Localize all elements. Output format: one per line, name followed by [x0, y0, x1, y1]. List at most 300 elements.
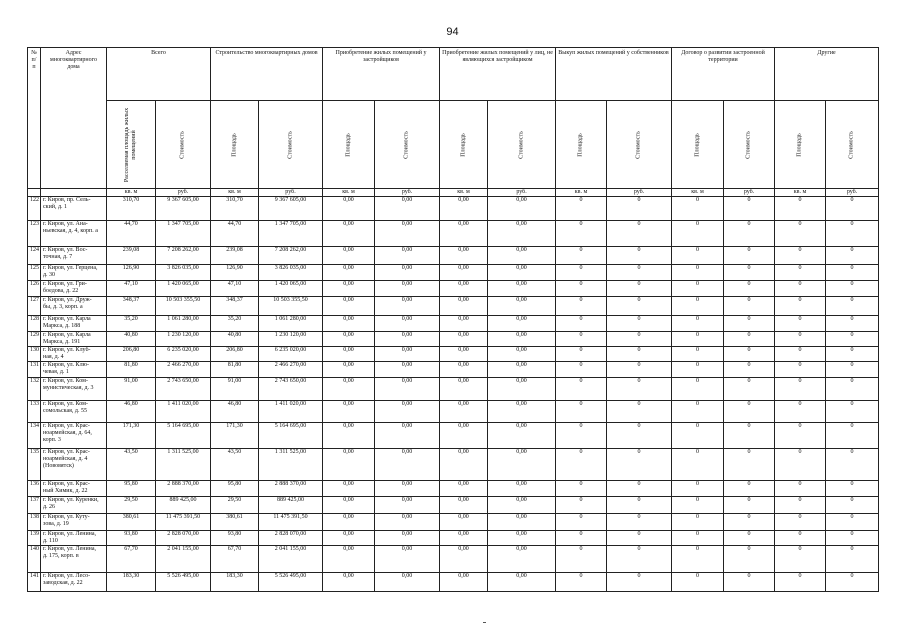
cell-cost: 0 — [607, 496, 672, 513]
cell-area: 47,10 — [211, 281, 259, 297]
subheader-cost: Стоимость — [826, 101, 879, 189]
cell-cost: 11 475 391,50 — [156, 513, 211, 530]
cell-area: 0 — [556, 422, 607, 448]
table-row — [28, 265, 879, 281]
row-number: 131 — [28, 361, 41, 377]
row-address: г. Киров, ул. Гри- боедова, д. 22 — [41, 281, 107, 297]
unit-cost: руб. — [156, 189, 211, 197]
cell-cost: 0 — [826, 480, 879, 496]
cell-area: 310,70 — [211, 197, 259, 221]
cell-area: 0,00 — [323, 496, 375, 513]
cell-cost: 0,00 — [488, 530, 556, 545]
cell-cost: 11 475 391,50 — [259, 513, 323, 530]
subheader-area: Площадь — [775, 101, 826, 189]
unit-cost: руб. — [826, 189, 879, 197]
cell-area: 0 — [556, 346, 607, 361]
cell-cost: 0,00 — [375, 377, 440, 400]
cell-area: 0,00 — [323, 281, 375, 297]
cell-cost: 0 — [607, 332, 672, 347]
cell-area: 380,61 — [211, 513, 259, 530]
cell-area: 0,00 — [440, 377, 488, 400]
cell-area: 0 — [775, 530, 826, 545]
cell-cost: 0,00 — [488, 545, 556, 572]
cell-area: 0 — [775, 572, 826, 591]
row-number: 138 — [28, 513, 41, 530]
cell-cost: 0,00 — [375, 480, 440, 496]
cell-area: 0,00 — [440, 545, 488, 572]
cell-cost: 0,00 — [488, 496, 556, 513]
cell-area: 0 — [672, 496, 724, 513]
cell-area: 0,00 — [440, 297, 488, 316]
cell-area: 126,90 — [211, 265, 259, 281]
cell-area: 0 — [556, 265, 607, 281]
cell-area: 0,00 — [323, 361, 375, 377]
cell-cost: 0 — [826, 265, 879, 281]
subheader-area: Площадь — [556, 101, 607, 189]
cell-area: 0,00 — [440, 422, 488, 448]
cell-cost: 9 367 605,00 — [156, 197, 211, 221]
cell-area: 0 — [556, 513, 607, 530]
cell-area: 0,00 — [323, 265, 375, 281]
table-row — [28, 361, 879, 377]
cell-cost: 0 — [826, 346, 879, 361]
cell-area: 0,00 — [440, 197, 488, 221]
cell-cost: 0 — [607, 530, 672, 545]
cell-area: 43,50 — [211, 448, 259, 480]
cell-cost: 0 — [607, 247, 672, 265]
cell-cost: 9 367 605,00 — [259, 197, 323, 221]
row-address: г. Киров, ул. Герцена, д. 30 — [41, 265, 107, 281]
cell-area: 0 — [672, 316, 724, 332]
cell-cost: 0,00 — [488, 281, 556, 297]
unit-area: кв. м — [556, 189, 607, 197]
cell-area: 67,70 — [211, 545, 259, 572]
cell-cost: 2 828 070,00 — [259, 530, 323, 545]
cell-area: 0,00 — [323, 297, 375, 316]
unit-empty — [41, 189, 107, 197]
cell-cost: 2 466 270,00 — [259, 361, 323, 377]
cell-cost: 1 061 280,00 — [259, 316, 323, 332]
row-address: г. Киров, ул. Ком- сомольская, д. 55 — [41, 400, 107, 422]
cell-cost: 0,00 — [375, 265, 440, 281]
cell-cost: 5 164 695,00 — [259, 422, 323, 448]
cell-cost: 1 311 525,00 — [259, 448, 323, 480]
header-group-total: Всего — [107, 48, 211, 101]
cell-area: 0,00 — [440, 247, 488, 265]
cell-cost: 0 — [724, 247, 775, 265]
cell-cost: 0 — [607, 221, 672, 247]
row-number: 132 — [28, 377, 41, 400]
cell-area: 0 — [672, 530, 724, 545]
cell-cost: 1 347 705,00 — [156, 221, 211, 247]
cell-area: 0,00 — [440, 513, 488, 530]
header-group-other: Другие — [775, 48, 879, 101]
cell-cost: 1 230 120,00 — [156, 332, 211, 347]
cell-area: 0 — [672, 247, 724, 265]
cell-area: 0 — [556, 377, 607, 400]
cell-area: 0,00 — [323, 513, 375, 530]
table-body — [28, 197, 879, 592]
table-row — [28, 377, 879, 400]
cell-area: 0,00 — [440, 496, 488, 513]
cell-cost: 0,00 — [375, 572, 440, 591]
cell-cost: 0 — [826, 361, 879, 377]
cell-cost: 0,00 — [375, 297, 440, 316]
row-number: 123 — [28, 221, 41, 247]
row-address: г. Киров, ул. Карла Маркса, д. 188 — [41, 316, 107, 332]
cell-area: 40,80 — [211, 332, 259, 347]
table-row — [28, 530, 879, 545]
cell-area: 0 — [775, 346, 826, 361]
cell-area: 0,00 — [440, 361, 488, 377]
row-number: 134 — [28, 422, 41, 448]
cell-cost: 0,00 — [375, 513, 440, 530]
cell-cost: 0 — [826, 572, 879, 591]
cell-cost: 0,00 — [375, 221, 440, 247]
cell-area: 91,00 — [211, 377, 259, 400]
page-number: 94 — [446, 26, 459, 38]
cell-area: 44,70 — [211, 221, 259, 247]
cell-cost: 1 420 065,00 — [156, 281, 211, 297]
cell-area: 0,00 — [323, 448, 375, 480]
cell-area: 0 — [556, 496, 607, 513]
row-address: г. Киров, ул. Ком- мунистическая, д. 3 — [41, 377, 107, 400]
table-row — [28, 422, 879, 448]
cell-area: 0,00 — [440, 480, 488, 496]
cell-cost: 10 503 355,50 — [156, 297, 211, 316]
cell-cost: 0 — [826, 316, 879, 332]
row-number: 127 — [28, 297, 41, 316]
cell-cost: 889 425,00 — [259, 496, 323, 513]
cell-area: 0 — [556, 545, 607, 572]
cell-area: 206,80 — [211, 346, 259, 361]
cell-area: 0 — [556, 530, 607, 545]
resettlement-table — [27, 47, 879, 592]
cell-cost: 0,00 — [375, 448, 440, 480]
cell-cost: 0 — [826, 496, 879, 513]
cell-area: 0,00 — [440, 265, 488, 281]
cell-area: 0,00 — [440, 221, 488, 247]
cell-area: 206,80 — [107, 346, 156, 361]
row-number: 122 — [28, 197, 41, 221]
table-row — [28, 332, 879, 347]
cell-cost: 0,00 — [488, 377, 556, 400]
cell-cost: 0,00 — [375, 530, 440, 545]
row-number: 130 — [28, 346, 41, 361]
cell-cost: 0,00 — [488, 572, 556, 591]
unit-cost: руб. — [259, 189, 323, 197]
cell-area: 0 — [556, 316, 607, 332]
cell-area: 183,30 — [211, 572, 259, 591]
cell-area: 0 — [775, 265, 826, 281]
cell-area: 0 — [672, 221, 724, 247]
cell-area: 93,80 — [107, 530, 156, 545]
row-address: г. Киров, пр. Сель- ский, д. 1 — [41, 197, 107, 221]
cell-area: 171,30 — [211, 422, 259, 448]
table-row — [28, 316, 879, 332]
cell-area: 0 — [775, 197, 826, 221]
row-address: г. Киров, ул. Ленина, д. 175, корп. в — [41, 545, 107, 572]
table-row — [28, 545, 879, 572]
cell-cost: 7 208 262,00 — [259, 247, 323, 265]
cell-cost: 1 230 120,00 — [259, 332, 323, 347]
cell-area: 0,00 — [440, 332, 488, 347]
cell-area: 0 — [556, 572, 607, 591]
table-row — [28, 513, 879, 530]
unit-cost: руб. — [375, 189, 440, 197]
cell-cost: 0,00 — [488, 361, 556, 377]
cell-area: 0 — [556, 281, 607, 297]
cell-area: 0 — [672, 332, 724, 347]
unit-area: кв. м — [775, 189, 826, 197]
cell-cost: 0,00 — [488, 480, 556, 496]
cell-area: 0 — [672, 346, 724, 361]
unit-area: кв. м — [323, 189, 375, 197]
cell-area: 95,80 — [211, 480, 259, 496]
cell-area: 0,00 — [323, 197, 375, 221]
unit-cost: руб. — [607, 189, 672, 197]
cell-area: 0 — [775, 361, 826, 377]
cell-cost: 0,00 — [488, 247, 556, 265]
cell-cost: 0 — [826, 332, 879, 347]
cell-area: 0 — [775, 400, 826, 422]
cell-area: 239,08 — [211, 247, 259, 265]
row-address: г. Киров, ул. Клю- чевая, д. 1 — [41, 361, 107, 377]
table-row — [28, 448, 879, 480]
cell-cost: 0 — [607, 281, 672, 297]
header-group-territory: Договор о развитии застроенной территории — [672, 48, 775, 101]
cell-area: 0,00 — [323, 422, 375, 448]
table-row — [28, 281, 879, 297]
cell-area: 348,37 — [211, 297, 259, 316]
subheader-area: Площадь — [440, 101, 488, 189]
cell-area: 0 — [775, 448, 826, 480]
cell-cost: 0,00 — [375, 545, 440, 572]
cell-area: 29,50 — [211, 496, 259, 513]
cell-area: 35,20 — [107, 316, 156, 332]
cell-area: 29,50 — [107, 496, 156, 513]
cell-cost: 2 041 155,00 — [156, 545, 211, 572]
cell-cost: 0,00 — [488, 346, 556, 361]
cell-area: 0,00 — [440, 448, 488, 480]
cell-area: 0 — [556, 480, 607, 496]
cell-area: 0 — [672, 572, 724, 591]
cell-area: 67,70 — [107, 545, 156, 572]
row-address: г. Киров, ул. Крас- ноармейская, д. 4 (Нововятск) — [41, 448, 107, 480]
cell-cost: 0 — [826, 530, 879, 545]
table-row — [28, 496, 879, 513]
cell-area: 0 — [775, 377, 826, 400]
cell-area: 93,80 — [211, 530, 259, 545]
table-row — [28, 221, 879, 247]
subheader-cost: Стоимость — [259, 101, 323, 189]
header-group-construction: Строительство многоквартирных домов — [211, 48, 323, 101]
cell-cost: 2 888 370,00 — [156, 480, 211, 496]
row-address: г. Киров, ул. Крас- ный Химик, д. 22 — [41, 480, 107, 496]
cell-cost: 0 — [724, 297, 775, 316]
cell-area: 0,00 — [440, 281, 488, 297]
cell-area: 0 — [672, 545, 724, 572]
page-mark — [483, 622, 486, 623]
table-row — [28, 346, 879, 361]
row-address: г. Киров, ул. Вос- точная, д. 7 — [41, 247, 107, 265]
row-number: 135 — [28, 448, 41, 480]
cell-area: 239,08 — [107, 247, 156, 265]
table-row — [28, 480, 879, 496]
cell-area: 0 — [672, 281, 724, 297]
cell-area: 0 — [672, 377, 724, 400]
subheader-area: Площадь — [672, 101, 724, 189]
cell-cost: 0 — [607, 572, 672, 591]
cell-area: 0 — [672, 361, 724, 377]
cell-cost: 0 — [607, 480, 672, 496]
cell-area: 43,50 — [107, 448, 156, 480]
cell-cost: 0 — [724, 377, 775, 400]
cell-area: 95,80 — [107, 480, 156, 496]
cell-cost: 0 — [826, 513, 879, 530]
cell-area: 0 — [672, 448, 724, 480]
cell-cost: 0 — [607, 448, 672, 480]
cell-cost: 1 420 065,00 — [259, 281, 323, 297]
cell-area: 81,80 — [107, 361, 156, 377]
cell-cost: 5 164 695,00 — [156, 422, 211, 448]
cell-cost: 0,00 — [375, 197, 440, 221]
cell-area: 0 — [775, 297, 826, 316]
row-number: 136 — [28, 480, 41, 496]
table-row — [28, 247, 879, 265]
row-number: 133 — [28, 400, 41, 422]
cell-cost: 0 — [724, 265, 775, 281]
unit-empty — [28, 189, 41, 197]
cell-cost: 0 — [826, 448, 879, 480]
cell-cost: 0,00 — [488, 448, 556, 480]
cell-cost: 0 — [724, 480, 775, 496]
cell-cost: 2 466 270,00 — [156, 361, 211, 377]
cell-cost: 5 526 495,00 — [259, 572, 323, 591]
cell-cost: 0,00 — [375, 346, 440, 361]
unit-cost: руб. — [488, 189, 556, 197]
cell-area: 0,00 — [323, 332, 375, 347]
cell-cost: 0,00 — [375, 281, 440, 297]
cell-area: 0 — [775, 480, 826, 496]
cell-cost: 2 888 370,00 — [259, 480, 323, 496]
cell-cost: 0,00 — [375, 422, 440, 448]
row-number: 124 — [28, 247, 41, 265]
cell-area: 126,90 — [107, 265, 156, 281]
subheader-cost: Стоимость — [607, 101, 672, 189]
cell-cost: 0 — [724, 513, 775, 530]
cell-cost: 1 347 705,00 — [259, 221, 323, 247]
cell-cost: 7 208 262,00 — [156, 247, 211, 265]
cell-area: 0,00 — [323, 530, 375, 545]
cell-cost: 0,00 — [488, 400, 556, 422]
cell-area: 0 — [672, 513, 724, 530]
cell-cost: 5 526 495,00 — [156, 572, 211, 591]
row-number: 128 — [28, 316, 41, 332]
cell-area: 46,80 — [211, 400, 259, 422]
cell-cost: 0 — [607, 361, 672, 377]
cell-area: 0 — [672, 197, 724, 221]
cell-area: 0 — [775, 247, 826, 265]
cell-area: 0 — [556, 361, 607, 377]
cell-cost: 1 411 020,00 — [259, 400, 323, 422]
cell-cost: 0 — [607, 197, 672, 221]
cell-cost: 0 — [724, 572, 775, 591]
row-address: г. Киров, ул. Ленина, д. 110 — [41, 530, 107, 545]
cell-cost: 3 826 035,00 — [259, 265, 323, 281]
row-address: г. Киров, ул. Ана- ньевская, д. 4, корп. а — [41, 221, 107, 247]
header-group-developers: Приобретение жилых помещений у застройщиков — [323, 48, 440, 101]
cell-cost: 0,00 — [375, 316, 440, 332]
cell-area: 0 — [775, 513, 826, 530]
subheader-area: Расселяемая площадь жилых помещений — [107, 101, 156, 189]
subheader-cost: Стоимость — [156, 101, 211, 189]
cell-cost: 0 — [724, 221, 775, 247]
cell-cost: 0 — [826, 197, 879, 221]
cell-cost: 0 — [826, 281, 879, 297]
cell-area: 0,00 — [323, 377, 375, 400]
cell-cost: 0 — [724, 346, 775, 361]
cell-cost: 889 425,00 — [156, 496, 211, 513]
cell-cost: 6 235 020,00 — [259, 346, 323, 361]
cell-area: 0 — [775, 496, 826, 513]
row-address: г. Киров, ул. Крас- ноармейская, д. 64, корп. 3 — [41, 422, 107, 448]
cell-area: 0,00 — [323, 247, 375, 265]
cell-cost: 0,00 — [375, 496, 440, 513]
row-address: г. Киров, ул. Клуб- ная, д. 4 — [41, 346, 107, 361]
header-num: № п/п — [28, 48, 41, 189]
cell-cost: 0 — [607, 346, 672, 361]
cell-cost: 0,00 — [488, 316, 556, 332]
cell-cost: 0 — [607, 316, 672, 332]
cell-cost: 0,00 — [375, 332, 440, 347]
cell-area: 0,00 — [323, 480, 375, 496]
subheader-area: Площадь — [211, 101, 259, 189]
table-row — [28, 197, 879, 221]
cell-cost: 0 — [724, 400, 775, 422]
cell-cost: 0,00 — [375, 361, 440, 377]
cell-area: 0,00 — [323, 545, 375, 572]
cell-cost: 0 — [826, 297, 879, 316]
cell-area: 0,00 — [440, 346, 488, 361]
cell-area: 0,00 — [440, 530, 488, 545]
cell-area: 46,80 — [107, 400, 156, 422]
cell-cost: 2 743 650,00 — [259, 377, 323, 400]
unit-area: кв. м — [211, 189, 259, 197]
cell-area: 0 — [672, 422, 724, 448]
cell-area: 0,00 — [440, 572, 488, 591]
row-number: 139 — [28, 530, 41, 545]
cell-cost: 0,00 — [488, 332, 556, 347]
cell-area: 348,37 — [107, 297, 156, 316]
subheader-cost: Стоимость — [375, 101, 440, 189]
row-number: 129 — [28, 332, 41, 347]
cell-cost: 0,00 — [375, 247, 440, 265]
cell-cost: 0 — [724, 448, 775, 480]
cell-cost: 0 — [607, 545, 672, 572]
cell-cost: 2 828 070,00 — [156, 530, 211, 545]
table-row — [28, 297, 879, 316]
cell-area: 0 — [775, 545, 826, 572]
cell-cost: 0,00 — [488, 265, 556, 281]
cell-cost: 0 — [826, 545, 879, 572]
row-address: г. Киров, ул. Куту- зова, д. 19 — [41, 513, 107, 530]
table-row — [28, 572, 879, 591]
cell-cost: 0 — [724, 332, 775, 347]
cell-area: 0,00 — [323, 346, 375, 361]
cell-cost: 0,00 — [488, 197, 556, 221]
subheader-area: Площадь — [323, 101, 375, 189]
